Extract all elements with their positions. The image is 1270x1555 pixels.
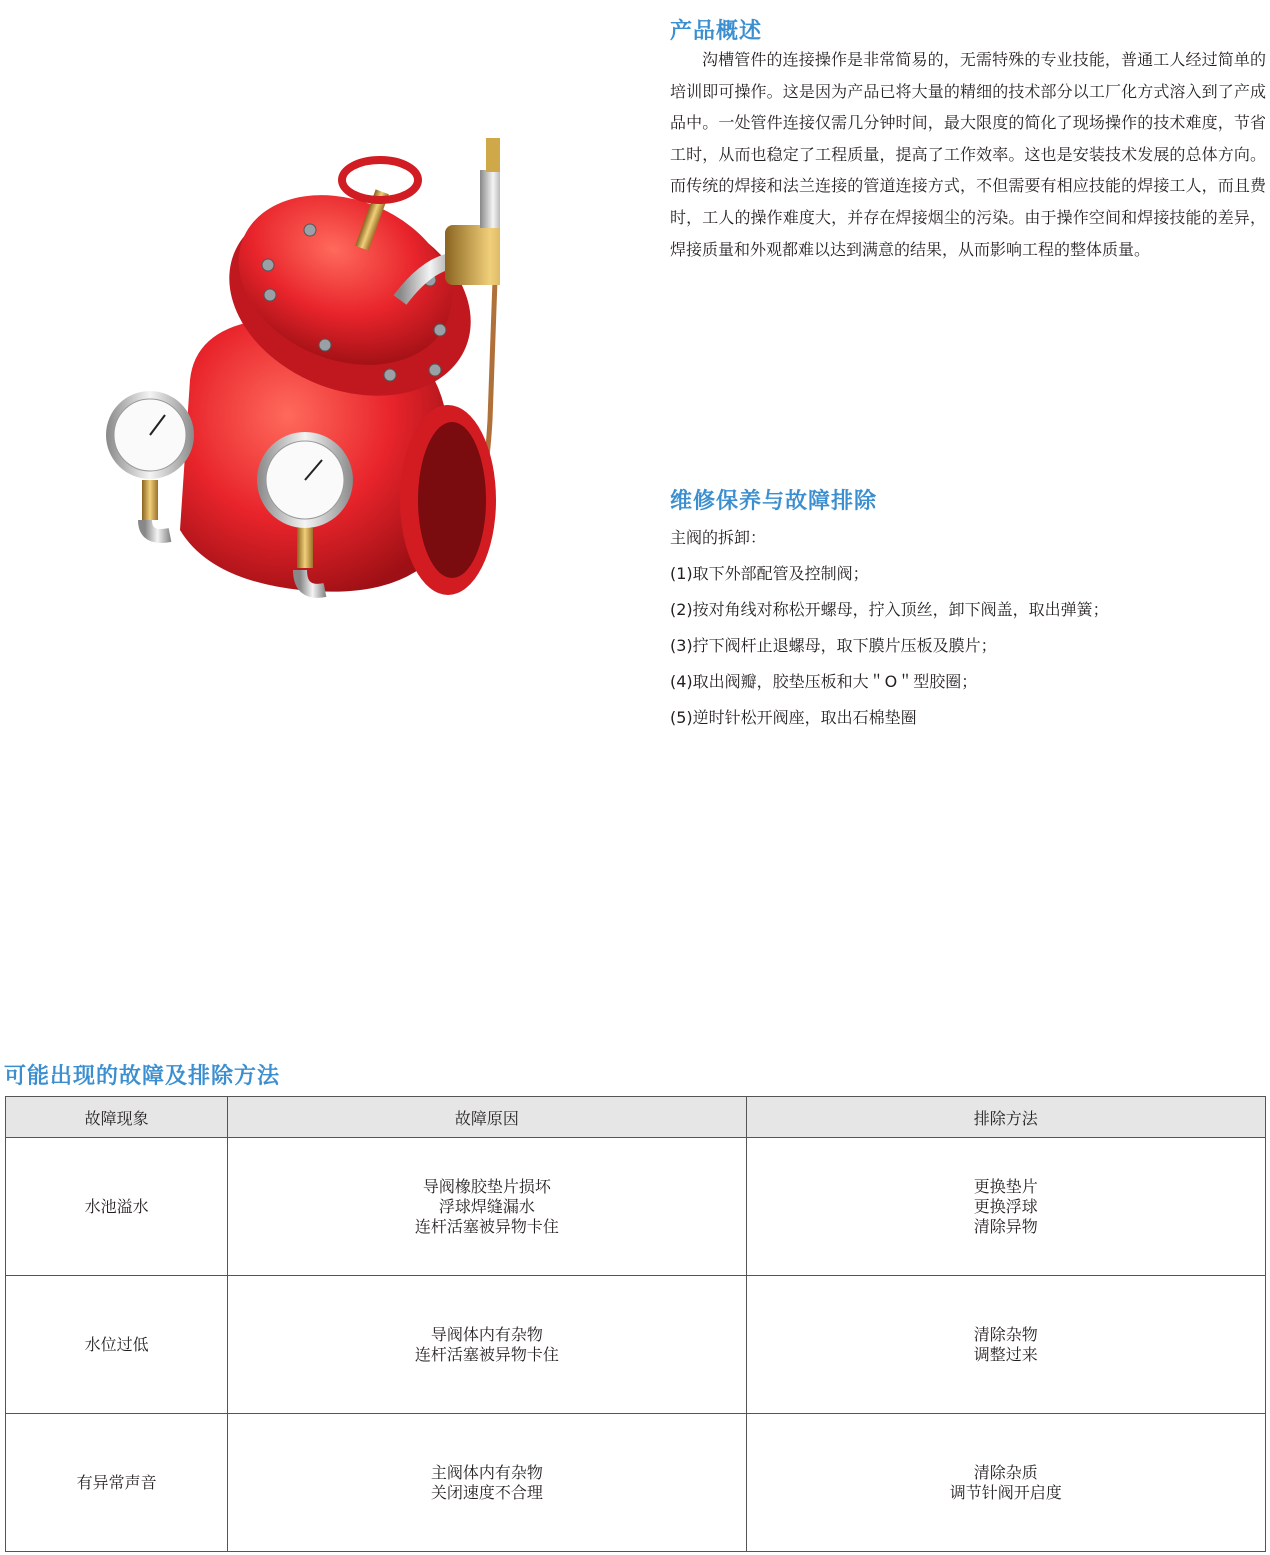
symptom-cell: 水位过低 — [6, 1276, 228, 1414]
faults-table — [5, 1096, 1266, 1552]
header-cause: 故障原因 — [228, 1097, 746, 1138]
valve-product-image — [100, 130, 500, 640]
maintenance-list — [670, 524, 1266, 740]
overview-text: 沟槽管件的连接操作是非常简易的，无需特殊的专业技能，普通工人经过简单的培训即可操作。这是因为产品已将大量的精细的技术部分以工厂化方式溶入到了产成品中。一处管件连接仅需几分钟时间，最大限度的简化了现场操作的技术难度，节省工时，从而也稳定了工程质量，提高了工作效率。这也是安装技术发展的总体方向。而传统的焊接和法兰连接的管道连接方式，不但需要有相应技能的焊接工人，而且费时，工人的操作难度大，并存在焊接烟尘的污染。由于操作空间和焊接技能的差异，焊接质量和外观都难以达到满意的结果，从而影响工程的整体质量。 — [670, 50, 1266, 259]
faults-title: 可能出现的故障及排除方法 — [4, 1064, 281, 1089]
header-symptom: 故障现象 — [6, 1097, 228, 1138]
symptom-cell: 水池溢水 — [6, 1138, 228, 1276]
remedy-line: 调整过来 — [973, 1344, 1038, 1364]
remedy-cell — [746, 1138, 1265, 1276]
table-row — [6, 1414, 1266, 1552]
cause-line: 浮球焊缝漏水 — [438, 1196, 535, 1216]
maintenance-step: (4)取出阀瓣，胶垫压板和大＂O＂型胶圈； — [670, 672, 978, 691]
remedy-cell — [746, 1414, 1265, 1552]
maintenance-title: 维修保养与故障排除 — [670, 489, 878, 514]
remedy-line: 清除杂物 — [973, 1324, 1038, 1344]
cause-line: 主阀体内有杂物 — [430, 1462, 543, 1482]
table-row — [6, 1138, 1266, 1276]
cause-cell — [228, 1414, 746, 1552]
remedy-line: 调节针阀开启度 — [949, 1482, 1062, 1502]
overview-title: 产品概述 — [670, 19, 763, 44]
remedy-line: 更换浮球 — [973, 1196, 1038, 1216]
cause-cell — [228, 1276, 746, 1414]
maintenance-step: (2)按对角线对称松开螺母，拧入顶丝，卸下阀盖，取出弹簧； — [670, 600, 1109, 619]
remedy-line: 清除异物 — [973, 1216, 1038, 1236]
cause-line: 连杆活塞被异物卡住 — [414, 1216, 559, 1236]
symptom-cell: 有异常声音 — [6, 1414, 228, 1552]
remedy-cell — [746, 1276, 1265, 1414]
cause-line: 导阀体内有杂物 — [430, 1324, 543, 1344]
remedy-line: 更换垫片 — [973, 1176, 1038, 1196]
table-row — [6, 1276, 1266, 1414]
remedy-line: 清除杂质 — [973, 1462, 1038, 1482]
cause-cell — [228, 1138, 746, 1276]
maintenance-step: (1)取下外部配管及控制阀； — [670, 564, 869, 583]
cause-line: 导阀橡胶垫片损坏 — [422, 1176, 551, 1196]
table-header-row — [6, 1097, 1266, 1138]
cause-line: 关闭速度不合理 — [430, 1482, 543, 1502]
maintenance-step: (3)拧下阀杆止退螺母，取下膜片压板及膜片； — [670, 636, 997, 655]
cause-line: 连杆活塞被异物卡住 — [414, 1344, 559, 1364]
maintenance-step: 主阀的拆卸： — [670, 528, 767, 547]
maintenance-step: (5)逆时针松开阀座，取出石棉垫圈 — [670, 708, 917, 727]
header-remedy: 排除方法 — [746, 1097, 1265, 1138]
